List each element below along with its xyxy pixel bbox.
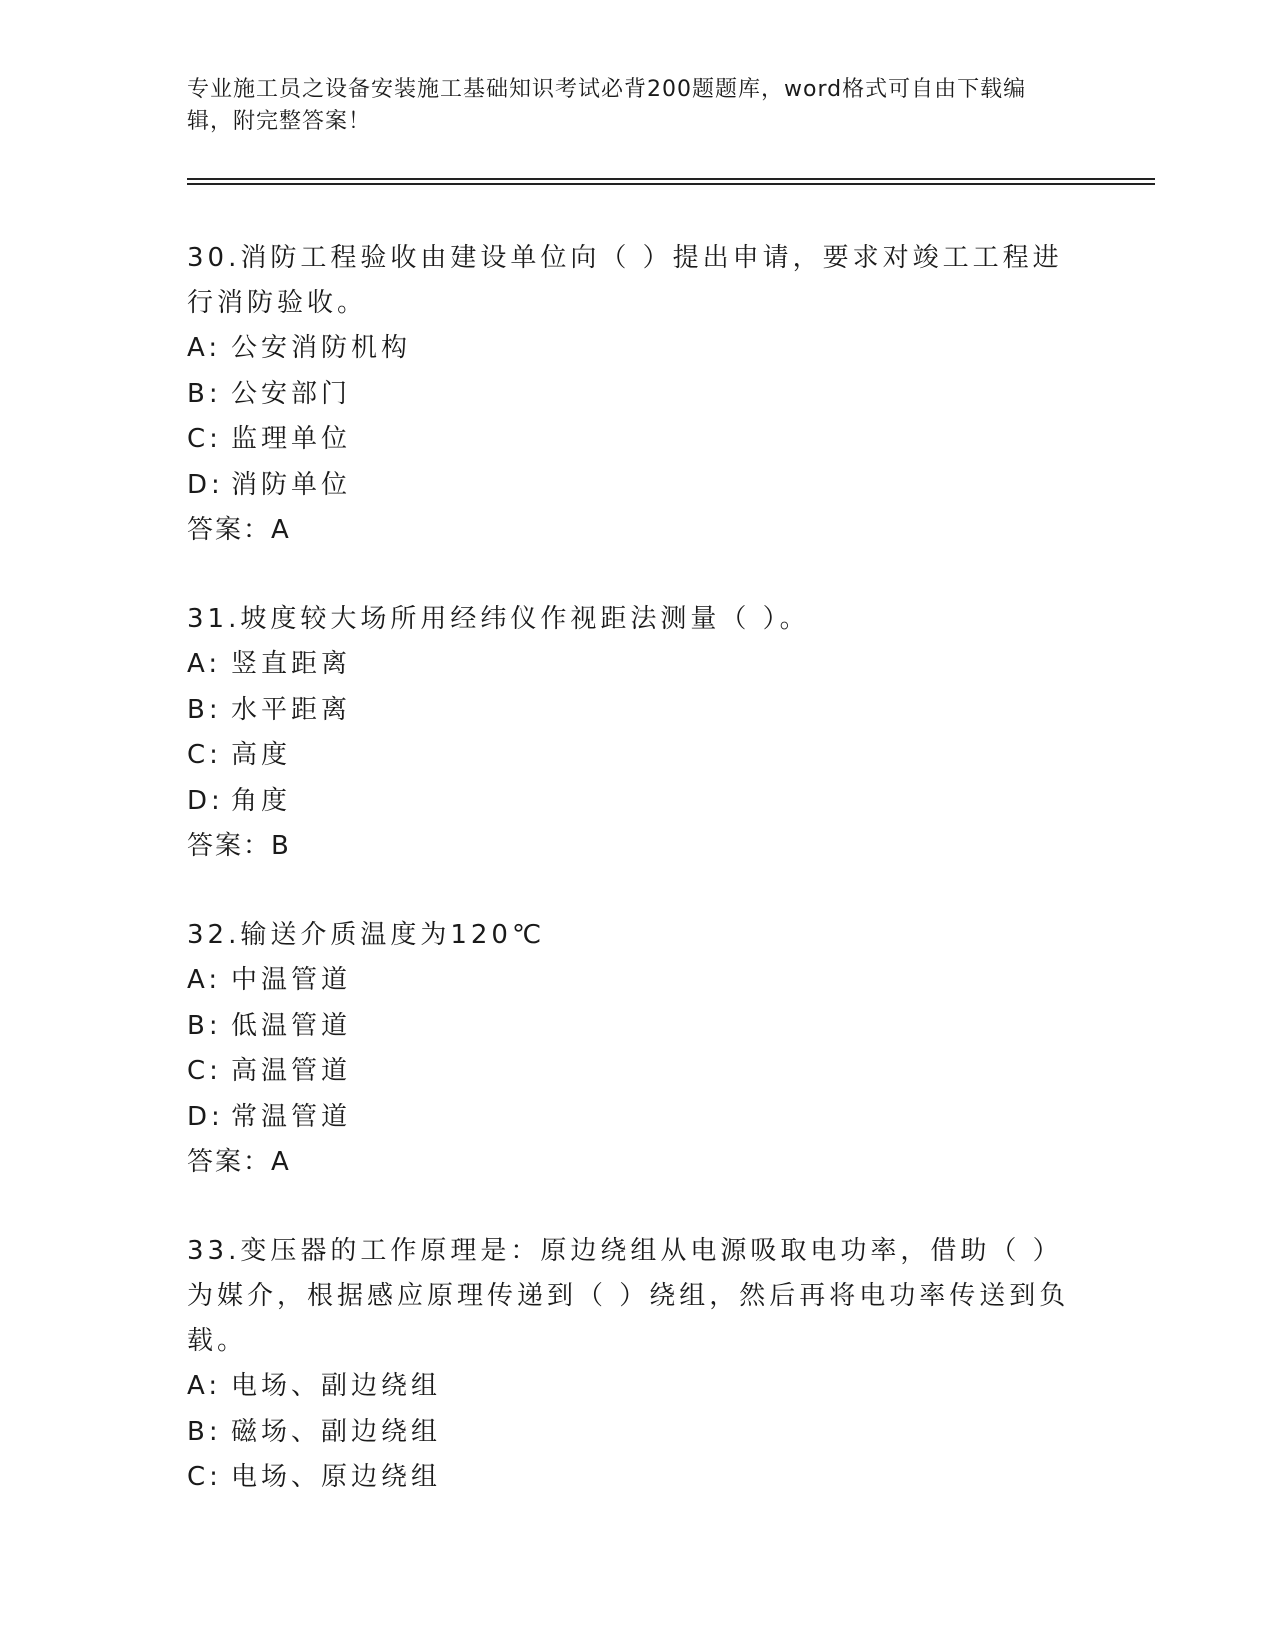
option-letter: C: <box>187 740 222 770</box>
question-text: 32.输送介质温度为120℃ <box>187 920 546 950</box>
option-text: 高度 <box>231 740 292 770</box>
question-text: 33.变压器的工作原理是：原边绕组从电源吸取电功率，借助（ ）为媒介，根据感应原理传递到（ ）绕组，然后再将电功率传送到负载。 <box>187 1236 1070 1356</box>
option-b <box>187 688 1087 734</box>
option-a <box>187 958 1087 1004</box>
question-30 <box>187 236 1087 553</box>
option-b <box>187 1004 1087 1050</box>
option-text: 中温管道 <box>231 965 352 995</box>
option-letter: D: <box>187 469 224 500</box>
option-letter: B: <box>187 694 222 725</box>
answer-line: 答案：A <box>187 1147 291 1177</box>
answer-line: 答案：B <box>187 831 291 861</box>
option-b <box>187 372 1087 418</box>
option-letter: A: <box>187 965 222 995</box>
question-list <box>187 236 1087 1545</box>
option-letter: B: <box>187 1010 222 1041</box>
option-letter: A: <box>187 649 222 679</box>
option-c <box>187 1455 1087 1501</box>
option-text: 公安部门 <box>231 378 352 409</box>
option-b <box>187 1410 1087 1456</box>
option-text: 磁场、副边绕组 <box>231 1416 442 1447</box>
option-text: 水平距离 <box>231 694 352 725</box>
option-text: 竖直距离 <box>231 649 352 679</box>
option-d <box>187 1095 1087 1141</box>
option-text: 低温管道 <box>231 1010 352 1041</box>
option-text: 电场、副边绕组 <box>231 1371 442 1401</box>
option-letter: C: <box>187 424 222 454</box>
document-header: 专业施工员之设备安装施工基础知识考试必背200题题库，word格式可自由下载编辑，附完整答案！ <box>187 77 1027 134</box>
option-a <box>187 326 1087 372</box>
question-text: 30.消防工程验收由建设单位向（ ）提出申请，要求对竣工工程进行消防验收。 <box>187 243 1063 318</box>
option-text: 电场、原边绕组 <box>231 1462 442 1492</box>
option-a <box>187 642 1087 688</box>
option-text: 高温管道 <box>231 1056 352 1086</box>
option-letter: C: <box>187 1462 222 1492</box>
option-letter: D: <box>187 1101 224 1132</box>
option-list <box>187 642 1087 824</box>
option-letter: A: <box>187 333 222 363</box>
option-a <box>187 1364 1087 1410</box>
question-33 <box>187 1229 1087 1501</box>
option-list <box>187 1364 1087 1501</box>
option-text: 角度 <box>231 785 292 816</box>
option-text: 监理单位 <box>231 424 352 454</box>
option-c <box>187 1049 1087 1095</box>
header-divider-top <box>187 178 1155 180</box>
question-31 <box>187 597 1087 869</box>
option-text: 公安消防机构 <box>231 333 412 363</box>
option-d <box>187 463 1087 509</box>
option-c <box>187 417 1087 463</box>
answer-line: 答案：A <box>187 515 291 545</box>
option-list <box>187 958 1087 1140</box>
option-letter: C: <box>187 1056 222 1086</box>
option-letter: B: <box>187 378 222 409</box>
option-text: 消防单位 <box>231 469 352 500</box>
option-list <box>187 326 1087 508</box>
option-text: 常温管道 <box>231 1101 352 1132</box>
option-letter: A: <box>187 1371 222 1401</box>
header-divider-bottom <box>187 183 1155 185</box>
option-letter: B: <box>187 1416 222 1447</box>
option-letter: D: <box>187 785 224 816</box>
question-text: 31.坡度较大场所用经纬仪作视距法测量（ ）。 <box>187 604 810 634</box>
option-c <box>187 733 1087 779</box>
question-32 <box>187 913 1087 1185</box>
option-d <box>187 779 1087 825</box>
